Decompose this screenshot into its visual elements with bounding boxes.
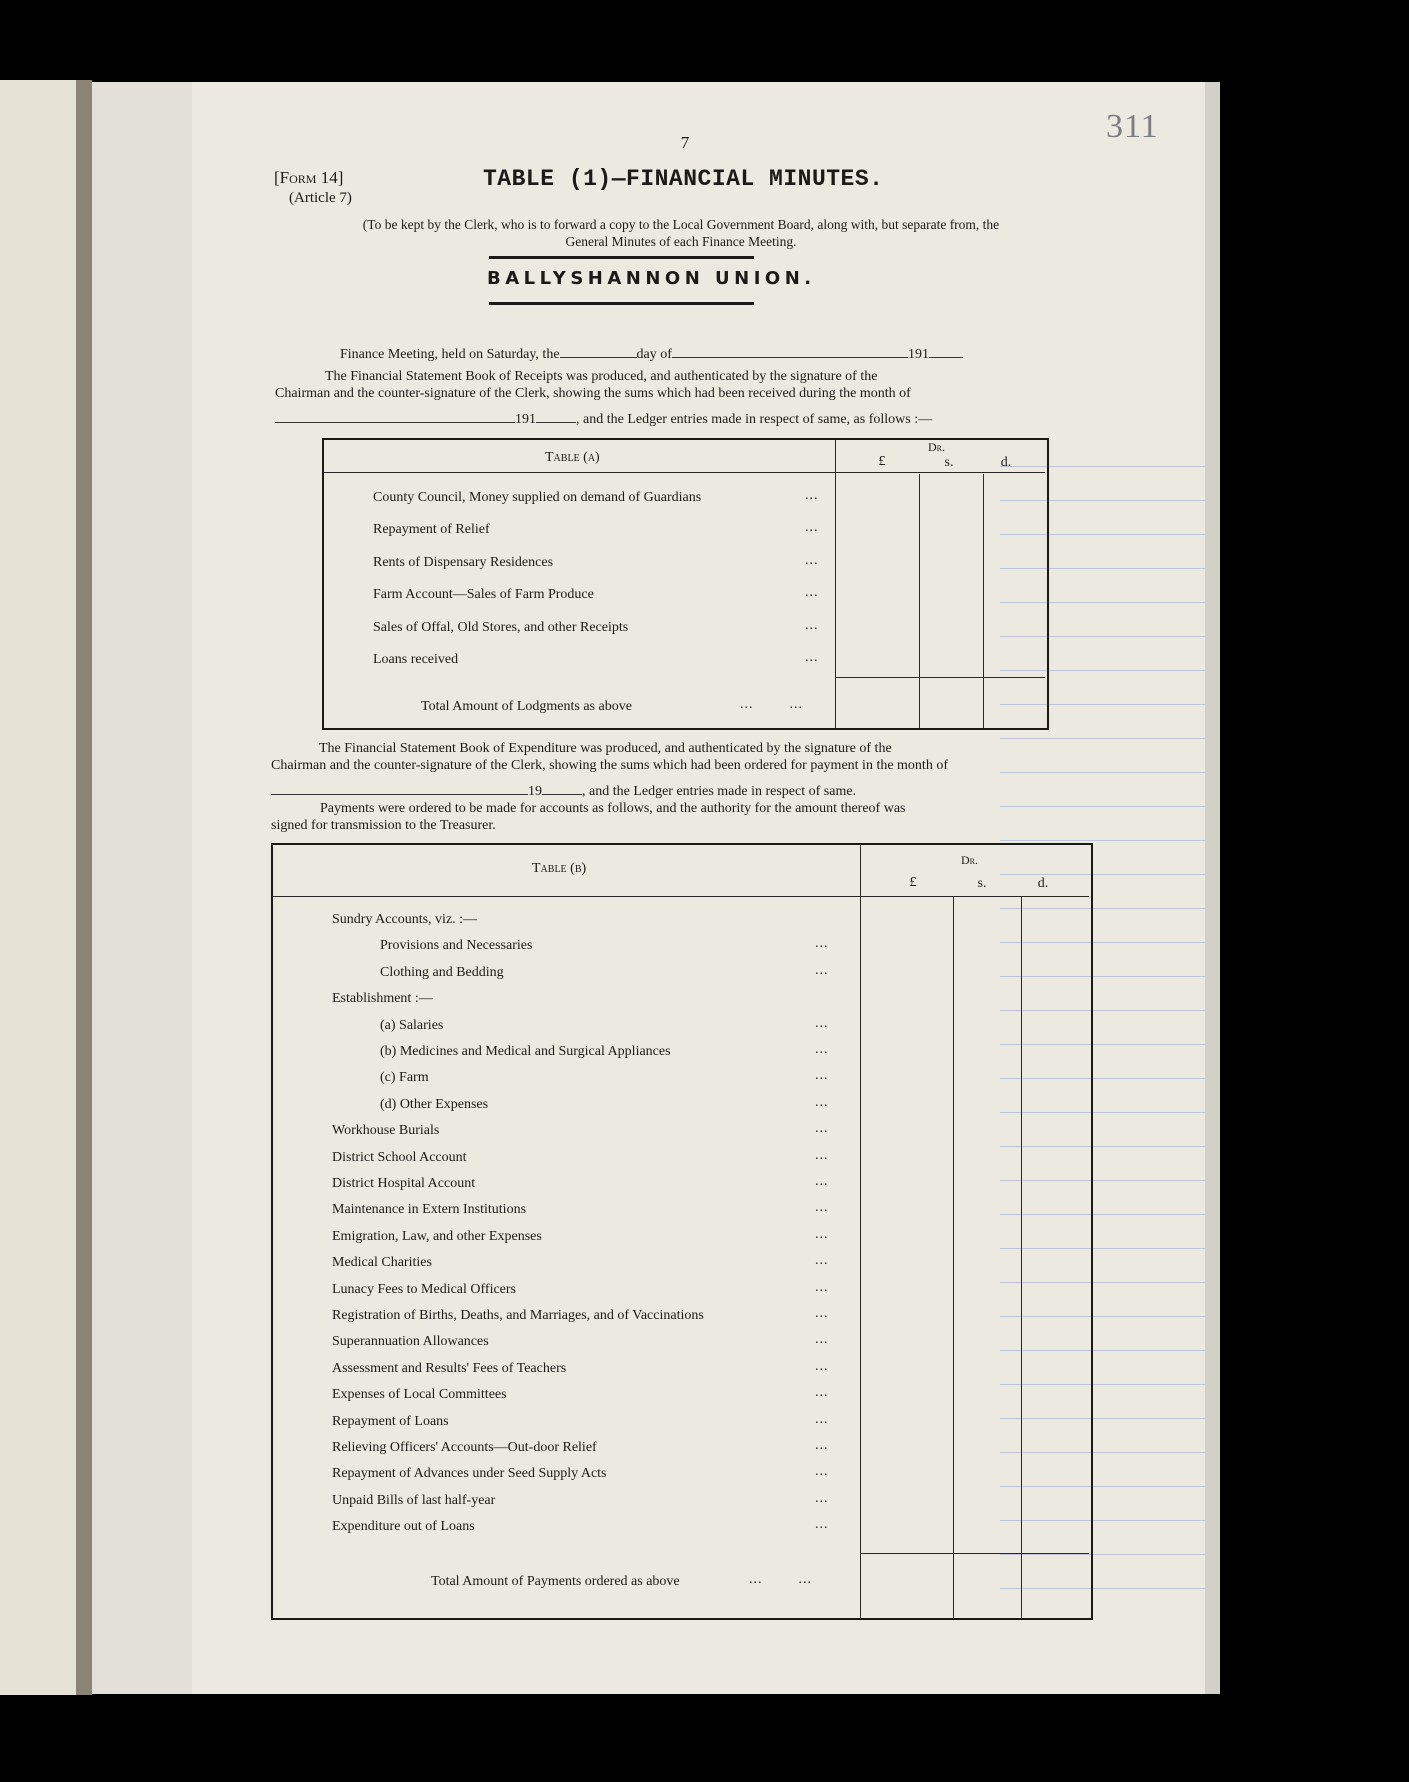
table-b-row: Registration of Births, Deaths, and Marriages, and of Vaccinations bbox=[332, 1308, 704, 1323]
table-b-row: Sundry Accounts, viz. :— bbox=[332, 912, 478, 927]
year-blank bbox=[929, 343, 963, 358]
table-b-row-leader: ... bbox=[815, 1042, 829, 1057]
table-a-divider bbox=[835, 440, 836, 728]
table-b-row-leader: ... bbox=[815, 1253, 829, 1268]
table-a-col-d bbox=[983, 474, 984, 728]
expenditure-paragraph bbox=[271, 740, 1091, 834]
table-b-row: Relieving Officers' Accounts—Out-door Relief bbox=[332, 1440, 597, 1455]
paper-left-strip bbox=[92, 82, 192, 1694]
table-b-row-leader: ... bbox=[815, 1016, 829, 1031]
table-b-row-leader: ... bbox=[815, 1464, 829, 1479]
page-number: 7 bbox=[680, 133, 690, 152]
table-b-row-leader: ... bbox=[815, 1148, 829, 1163]
table-b-row: Unpaid Bills of last half-year bbox=[332, 1493, 496, 1508]
table-b-row: Workhouse Burials bbox=[332, 1123, 440, 1138]
instruction-text: (To be kept by the Clerk, who is to forward a copy to the Local Government Board, along with, but separate from, the General Minutes of each Finance Meeting. bbox=[362, 217, 1000, 249]
table-b-row: Repayment of Loans bbox=[332, 1414, 449, 1429]
table-b-row-leader: ... bbox=[815, 1121, 829, 1136]
form-label: [Form 14] bbox=[274, 168, 344, 187]
table-b-row-leader: ... bbox=[815, 1174, 829, 1189]
article-label: (Article 7) bbox=[289, 190, 352, 206]
table-b-row-leader: ... bbox=[815, 1095, 829, 1110]
table-b-row: Emigration, Law, and other Expenses bbox=[332, 1229, 542, 1244]
table-a-shillings-header: s. bbox=[944, 455, 954, 470]
table-a-row-leader: ... bbox=[805, 553, 819, 568]
table-b-row-leader: ... bbox=[815, 1438, 829, 1453]
table-b-row: Medical Charities bbox=[332, 1255, 432, 1270]
table-a-pence-header: d. bbox=[1000, 455, 1012, 470]
table-b-row-leader: ... bbox=[815, 936, 829, 951]
table-b-row-leader: ... bbox=[815, 1359, 829, 1374]
table-a-dr: Dr. bbox=[928, 440, 946, 454]
table-b-row: Repayment of Advances under Seed Supply Acts bbox=[332, 1466, 607, 1481]
month-blank bbox=[672, 343, 908, 358]
table-b-total-rule bbox=[860, 1553, 1089, 1554]
table-b-row-leader: ... bbox=[815, 1068, 829, 1083]
receipts-paragraph bbox=[275, 368, 1087, 428]
table-a-row-leader: ... bbox=[805, 585, 819, 600]
table-b-row-leader: ... bbox=[815, 1280, 829, 1295]
expenditure-line-5: signed for transmission to the Treasurer. bbox=[271, 818, 496, 833]
table-b-row: Maintenance in Extern Institutions bbox=[332, 1202, 527, 1217]
table-a-row: Loans received bbox=[373, 652, 459, 667]
table-b-row: Establishment :— bbox=[332, 991, 433, 1006]
table-b-dr: Dr. bbox=[961, 853, 979, 867]
right-page-edge bbox=[1205, 82, 1220, 1694]
table-a-total-rule bbox=[835, 677, 1045, 678]
table-b-row: Expenses of Local Committees bbox=[332, 1387, 507, 1402]
table-a-header-rule bbox=[324, 472, 1045, 473]
table-b-col-d bbox=[1021, 897, 1022, 1618]
expenditure-line-3: 19 , and the Ledger entries made in respect of same. bbox=[271, 780, 1091, 800]
table-b-row-leader: ... bbox=[815, 1412, 829, 1427]
table-b-row-leader: ... bbox=[815, 1200, 829, 1215]
table-b-row: District Hospital Account bbox=[332, 1176, 476, 1191]
table-b-pence-header: d. bbox=[1037, 876, 1049, 891]
document-title: TABLE (1)—FINANCIAL MINUTES. bbox=[483, 166, 884, 192]
table-a-row: Sales of Offal, Old Stores, and other Receipts bbox=[373, 620, 629, 635]
left-page-edge bbox=[0, 80, 82, 1695]
table-b-divider bbox=[860, 845, 861, 1618]
table-b-row: District School Account bbox=[332, 1150, 467, 1165]
table-a-row-leader: ... bbox=[805, 488, 819, 503]
expenditure-line-4: Payments were ordered to be made for accounts as follows, and the authority for the amount thereof was bbox=[320, 801, 906, 816]
table-b-total: Total Amount of Payments ordered as above bbox=[431, 1574, 680, 1589]
table-a-row-leader: ... bbox=[805, 520, 819, 535]
table-a-row: Repayment of Relief bbox=[373, 522, 490, 537]
table-b-row-leader: ... bbox=[815, 1227, 829, 1242]
table-a-row: Farm Account—Sales of Farm Produce bbox=[373, 587, 594, 602]
table-b-row: Provisions and Necessaries bbox=[380, 938, 533, 953]
receipts-line-3: 191 , and the Ledger entries made in respect of same, as follows :— bbox=[275, 408, 1087, 428]
table-b-row-leader: ... bbox=[815, 1491, 829, 1506]
day-blank bbox=[560, 343, 637, 358]
table-b-row: (a) Salaries bbox=[380, 1018, 444, 1033]
table-b-header-rule bbox=[273, 896, 1089, 897]
table-b-row-leader: ... bbox=[815, 963, 829, 978]
table-a-col-s bbox=[919, 474, 920, 728]
table-a-heading: Table (a) bbox=[545, 450, 600, 465]
table-b-total-dots: ... ... bbox=[749, 1572, 812, 1587]
ruled-line bbox=[1000, 738, 1205, 739]
meeting-line: Finance Meeting, held on Saturday, the day of 191 bbox=[340, 343, 963, 363]
archive-page-number: 311 bbox=[1106, 108, 1159, 145]
table-a-pounds-header: £ bbox=[878, 454, 886, 469]
table-b-row: Lunacy Fees to Medical Officers bbox=[332, 1282, 517, 1297]
table-b-heading: Table (b) bbox=[532, 861, 587, 876]
table-b-row-leader: ... bbox=[815, 1332, 829, 1347]
receipts-line-2: Chairman and the counter-signature of the Clerk, showing the sums which had been received during the month of bbox=[275, 386, 911, 401]
table-b-row: Superannuation Allowances bbox=[332, 1334, 489, 1349]
title-rule-bottom bbox=[489, 302, 754, 305]
table-b-pounds-header: £ bbox=[909, 875, 917, 890]
table-a-row: County Council, Money supplied on demand of Guardians bbox=[373, 490, 702, 505]
table-a bbox=[322, 438, 1049, 730]
table-a-row: Rents of Dispensary Residences bbox=[373, 555, 554, 570]
title-rule-top bbox=[489, 256, 754, 259]
table-a-row-leader: ... bbox=[805, 618, 819, 633]
spine-shadow bbox=[76, 80, 92, 1695]
table-b-row: Expenditure out of Loans bbox=[332, 1519, 475, 1534]
table-a-total: Total Amount of Lodgments as above bbox=[421, 699, 632, 714]
ruled-line bbox=[1000, 840, 1205, 841]
table-b-row: (b) Medicines and Medical and Surgical Appliances bbox=[380, 1044, 671, 1059]
table-b-row: (d) Other Expenses bbox=[380, 1097, 489, 1112]
table-b-row-leader: ... bbox=[815, 1306, 829, 1321]
table-a-row-leader: ... bbox=[805, 650, 819, 665]
table-b-shillings-header: s. bbox=[977, 876, 987, 891]
table-b-row: Clothing and Bedding bbox=[380, 965, 504, 980]
expenditure-line-2: Chairman and the counter-signature of the Clerk, showing the sums which had been ordered for payment in the month of bbox=[271, 758, 948, 773]
expenditure-line-1: The Financial Statement Book of Expenditure was produced, and authenticated by the signature of the bbox=[319, 741, 892, 756]
receipts-line-1: The Financial Statement Book of Receipts was produced, and authenticated by the signature of the bbox=[325, 369, 878, 384]
table-a-total-dots: ... ... bbox=[740, 697, 803, 712]
table-b-row: Assessment and Results' Fees of Teachers bbox=[332, 1361, 567, 1376]
table-b-row-leader: ... bbox=[815, 1517, 829, 1532]
table-b-col-s bbox=[953, 897, 954, 1618]
table-b-row-leader: ... bbox=[815, 1385, 829, 1400]
union-name: BALLYSHANNON UNION. bbox=[487, 268, 816, 289]
table-b-row: (c) Farm bbox=[380, 1070, 429, 1085]
